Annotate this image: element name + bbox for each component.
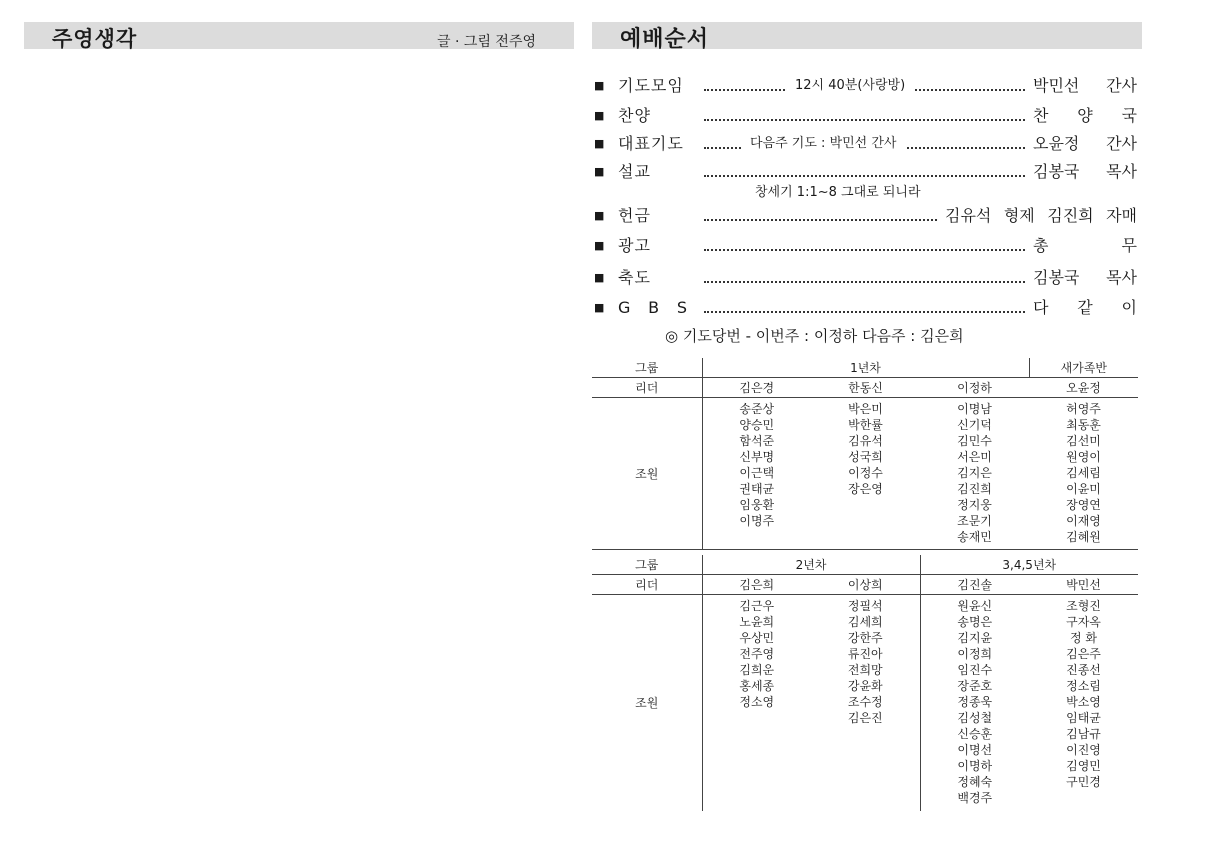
leader-name: 박민선 [1029, 575, 1138, 595]
member-name: 송명은 [957, 615, 993, 629]
bullet-icon: ■ [594, 239, 605, 252]
member-name: 김근우 [739, 599, 775, 613]
order-item-detail: 다음주 기도 : 박민선 간사 [742, 132, 905, 156]
group-label: 그룹 [592, 555, 702, 575]
member-name: 이정수 [848, 466, 883, 480]
prayer-duty-line: ◎ 기도당번 - 이번주 : 이정하 다음주 : 김은희 [665, 327, 964, 345]
bullet-icon: ■ [594, 79, 605, 92]
order-item-person: 다 같 이 [1033, 298, 1137, 317]
sermon-scripture: 창세기 1:1~8 그대로 되니라 [755, 185, 921, 200]
member-name: 김은주 [1066, 647, 1101, 661]
dotted-leader [704, 281, 1025, 283]
member-name: 함석준 [739, 434, 775, 448]
member-name: 성국희 [848, 450, 883, 464]
member-name: 김희운 [739, 663, 775, 677]
group-table-year2 [592, 555, 1138, 811]
member-name: 류진아 [847, 647, 883, 661]
member-name: 이윤미 [1066, 482, 1101, 496]
member-name: 장준호 [957, 679, 993, 693]
dotted-leader [704, 219, 937, 221]
left-header-bar [24, 22, 574, 49]
bullet-icon: ■ [594, 109, 605, 122]
member-name: 원영이 [1066, 450, 1101, 464]
member-name: 이근택 [739, 466, 775, 480]
leader-name: 한동신 [811, 378, 920, 398]
year-label: 1년차 [702, 358, 1029, 378]
order-title: 예배순서 [620, 27, 710, 52]
member-name: 정소림 [1066, 679, 1101, 693]
member-name: 이재영 [1066, 514, 1101, 528]
leader-name: 김진솔 [920, 575, 1029, 595]
bullet-icon: ■ [594, 209, 605, 222]
member-name: 송준상 [739, 402, 775, 416]
member-name: 장영연 [1066, 498, 1101, 512]
order-item-label: 대표기도 [618, 134, 684, 153]
member-name: 강윤화 [847, 679, 883, 693]
group-label: 그룹 [592, 358, 702, 378]
member-name: 박소영 [1066, 695, 1101, 709]
year-label: 새가족반 [1029, 358, 1138, 378]
member-name: 조형진 [1066, 599, 1101, 613]
member-name: 박은미 [848, 402, 883, 416]
order-item-label: G B S [618, 298, 688, 317]
member-list [811, 398, 920, 550]
dotted-leader [704, 119, 1025, 121]
order-item-person: 김봉국 목사 [1033, 162, 1137, 181]
bullet-icon: ■ [594, 137, 605, 150]
bullet-icon: ■ [594, 165, 605, 178]
leader-name: 오윤정 [1029, 378, 1138, 398]
member-name: 김세희 [847, 615, 883, 629]
year-label: 2년차 [702, 555, 920, 575]
order-item-label: 찬양 [618, 106, 651, 125]
member-name: 진종선 [1066, 663, 1101, 677]
member-name: 신승훈 [957, 727, 993, 741]
member-name: 전주영 [739, 647, 775, 661]
order-item-label: 광고 [618, 236, 651, 255]
member-name: 장은영 [848, 482, 883, 496]
column-title: 주영생각 [52, 27, 138, 51]
order-item-label: 설교 [618, 162, 651, 181]
member-name: 이정희 [957, 647, 993, 661]
member-name: 우상민 [739, 631, 775, 645]
order-item-person: 박민선 간사 [1033, 76, 1137, 95]
member-name: 임진수 [957, 663, 993, 677]
member-name: 정소영 [739, 695, 775, 709]
member-name: 구자옥 [1066, 615, 1101, 629]
order-header-bar [592, 22, 1142, 52]
member-name: 이명하 [957, 759, 993, 773]
member-name: 김남규 [1066, 727, 1101, 741]
member-name: 김성철 [957, 711, 993, 725]
member-name: 원윤신 [957, 599, 993, 613]
member-name: 정 화 [1070, 631, 1098, 645]
leader-label: 리더 [592, 575, 702, 595]
member-name: 김영민 [1066, 759, 1101, 773]
leader-name: 이상희 [811, 575, 920, 595]
order-item-prayer-meeting [592, 74, 1137, 98]
order-item-label: 헌금 [618, 206, 651, 225]
member-list [702, 595, 811, 811]
leader-name: 김은경 [702, 378, 811, 398]
bullet-icon: ■ [594, 271, 605, 284]
member-name: 조수정 [847, 695, 883, 709]
member-name: 정필석 [847, 599, 883, 613]
member-name: 조문기 [957, 514, 992, 528]
member-name: 양승민 [739, 418, 775, 432]
member-list [1029, 595, 1138, 811]
member-name: 이명선 [957, 743, 993, 757]
dotted-leader [704, 311, 1025, 313]
author-credit: 글 · 그림 전주영 [437, 34, 536, 50]
member-name: 권태균 [739, 482, 775, 496]
member-name: 정혜숙 [957, 775, 993, 789]
member-name: 김진희 [957, 482, 992, 496]
member-name: 강한주 [847, 631, 883, 645]
member-name: 홍세종 [739, 679, 775, 693]
member-list [702, 398, 811, 550]
bullet-icon: ■ [594, 301, 605, 314]
order-item-announcements [592, 234, 1137, 258]
member-list [920, 595, 1029, 811]
member-name: 김선미 [1066, 434, 1101, 448]
member-label: 조원 [592, 595, 702, 811]
member-list [811, 595, 920, 811]
member-name: 김지윤 [957, 631, 993, 645]
member-name: 이명주 [739, 514, 775, 528]
year-label: 3,4,5년차 [920, 555, 1138, 575]
order-item-detail: 12시 40분(사랑방) [787, 74, 913, 98]
member-name: 허영주 [1066, 402, 1101, 416]
leader-label: 리더 [592, 378, 702, 398]
order-item-person: 찬 양 국 [1033, 106, 1137, 125]
order-item-person: 총 무 [1033, 236, 1137, 255]
member-name: 이진영 [1066, 743, 1101, 757]
order-item-label: 축도 [618, 268, 651, 287]
member-name: 정지웅 [957, 498, 992, 512]
member-label: 조원 [592, 398, 702, 550]
member-list [920, 398, 1029, 550]
order-item-benediction [592, 266, 1137, 290]
member-name: 이명남 [957, 402, 992, 416]
group-table-year1 [592, 358, 1138, 550]
member-name: 김세림 [1066, 466, 1101, 480]
member-name: 백경주 [957, 791, 993, 805]
member-name: 김혜원 [1066, 530, 1101, 544]
member-name: 구민경 [1066, 775, 1101, 789]
order-item-person: 김유석 형제 김진희 자매 [945, 206, 1137, 225]
member-name: 박한률 [848, 418, 883, 432]
member-name: 신부명 [739, 450, 775, 464]
member-name: 전희망 [847, 663, 883, 677]
member-name: 김민수 [957, 434, 992, 448]
leader-name: 김은희 [702, 575, 811, 595]
member-name: 정종욱 [957, 695, 993, 709]
member-name: 임태균 [1066, 711, 1101, 725]
order-item-offering [592, 204, 1137, 228]
member-name: 신기덕 [957, 418, 992, 432]
order-item-praise [592, 104, 1137, 128]
order-item-label: 기도모임 [618, 76, 684, 95]
member-name: 송재민 [957, 530, 992, 544]
member-name: 노윤희 [739, 615, 775, 629]
order-item-person: 김봉국 목사 [1033, 268, 1137, 287]
dotted-leader [704, 175, 1025, 177]
order-item-gbs [592, 296, 1137, 320]
member-name: 김유석 [848, 434, 883, 448]
leader-name: 이정하 [920, 378, 1029, 398]
member-name: 최동훈 [1066, 418, 1101, 432]
member-name: 김지은 [957, 466, 992, 480]
member-list [1029, 398, 1138, 550]
member-name: 임웅환 [739, 498, 775, 512]
member-name: 서은미 [957, 450, 992, 464]
order-item-person: 오윤정 간사 [1033, 134, 1137, 153]
dotted-leader [704, 249, 1025, 251]
order-item-representative-prayer [592, 132, 1137, 156]
member-name: 김은진 [847, 711, 883, 725]
